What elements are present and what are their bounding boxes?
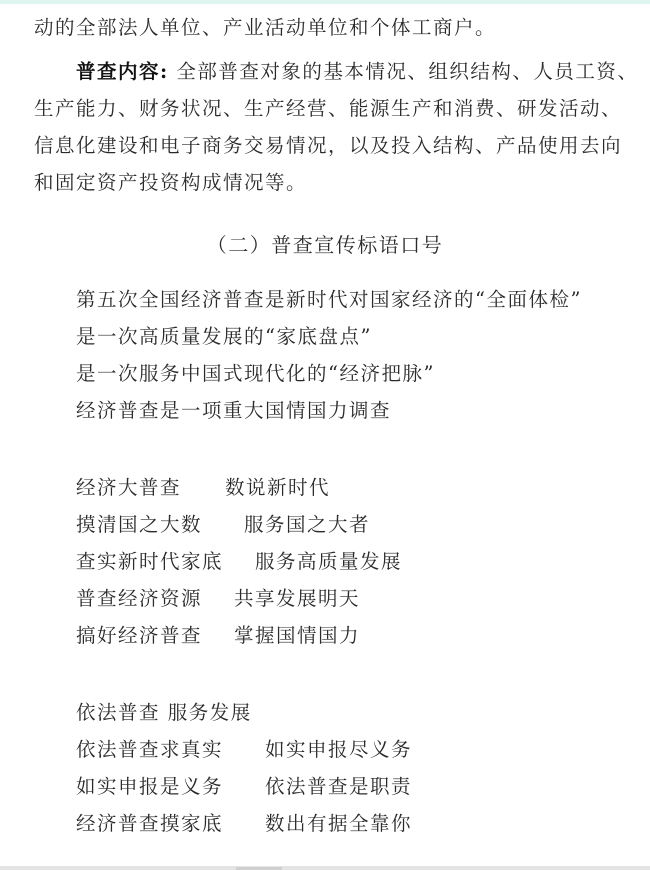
slogan-a: 依法普查 服务发展 — [76, 701, 252, 724]
slogan-a: 依法普查求真实 — [76, 738, 224, 761]
content-paragraph — [76, 60, 638, 84]
slogan-pair — [76, 738, 576, 762]
paragraph-line: 和固定资产投资构成情况等。 — [34, 171, 308, 194]
slogan-b: 掌握国情国力 — [234, 624, 361, 647]
slogan-line: 是一次高质量发展的“家底盘点” — [76, 325, 372, 348]
slogan-pair — [76, 775, 576, 799]
slogan-a: 普查经济资源 — [76, 587, 203, 610]
slogan-b: 共享发展明天 — [234, 587, 361, 610]
slogan-b: 依法普查是职责 — [265, 775, 413, 798]
slogan-a: 摸清国之大数 — [76, 513, 203, 536]
paragraph-line: 生产能力、财务状况、生产经营、能源生产和消费、研发活动、 — [34, 97, 623, 120]
slogan-b: 服务国之大者 — [244, 513, 371, 536]
slogan-pair — [76, 550, 576, 574]
paragraph-line: 动的全部法人单位、产业活动单位和个体工商户。 — [34, 16, 497, 39]
slogan-pair — [76, 624, 576, 648]
slogan-b: 数出有据全靠你 — [265, 812, 413, 835]
slogan-a: 经济大普查 — [76, 476, 182, 499]
slogan-a: 如实申报是义务 — [76, 775, 224, 798]
slogan-line: 第五次全国经济普查是新时代对国家经济的“全面体检” — [76, 288, 582, 311]
paragraph-line: 信息化建设和电子商务交易情况，以及投入结构、产品使用去向 — [34, 134, 623, 157]
slogan-line: 是一次服务中国式现代化的“经济把脉” — [76, 362, 435, 385]
slogan-b: 服务高质量发展 — [255, 550, 403, 573]
slogan-pair — [76, 812, 576, 836]
slogan-pair — [76, 587, 576, 611]
slogan-pair — [76, 513, 576, 537]
horizontal-scrollbar[interactable] — [0, 866, 650, 870]
slogan-line: 经济普查是一项重大国情国力调查 — [76, 399, 392, 422]
slogan-a: 搞好经济普查 — [76, 624, 203, 647]
slogan-b: 数说新时代 — [225, 476, 331, 499]
slogan-a: 经济普查摸家底 — [76, 812, 224, 835]
slogan-pair — [76, 476, 576, 500]
slogan-line — [76, 701, 576, 725]
slogan-a: 查实新时代家底 — [76, 550, 224, 573]
top-bar — [0, 0, 650, 4]
content-label: 普查内容: — [76, 60, 169, 83]
paragraph-line: 全部普查对象的基本情况、组织结构、人员工资、 — [176, 60, 639, 83]
slogan-b: 如实申报尽义务 — [265, 738, 413, 761]
section-heading: （二）普查宣传标语口号 — [206, 233, 444, 257]
